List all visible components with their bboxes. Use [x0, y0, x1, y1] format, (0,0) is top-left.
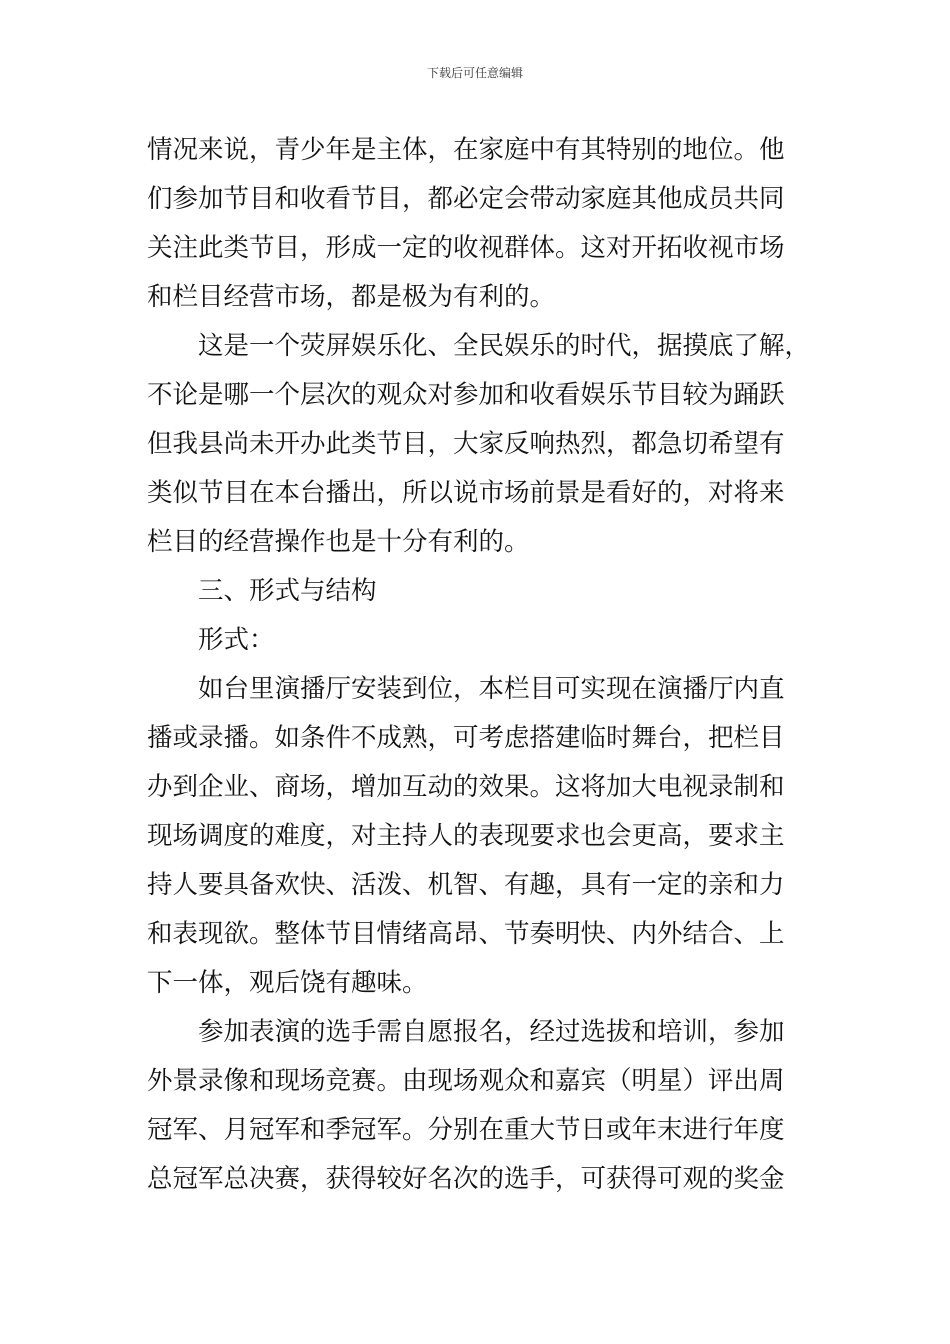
text-line: 和栏目经营市场，都是极为有利的。 — [147, 282, 556, 312]
text-line: 现场调度的难度，对主持人的表现要求也会更高，要求主 — [147, 821, 785, 851]
text-line: 关注此类节目，形成一定的收视群体。这对开拓收视市场 — [147, 233, 785, 263]
text-line: 冠军、月冠军和季冠军。分别在重大节日或年末进行年度 — [147, 1115, 785, 1145]
document-body — [147, 126, 812, 1204]
subsection-heading: 形式： — [198, 625, 275, 655]
text-line: 不论是哪一个层次的观众对参加和收看娱乐节目较为踊跃 — [147, 380, 785, 410]
text-line: 外景录像和现场竞赛。由现场观众和嘉宾（明星）评出周 — [147, 1066, 785, 1096]
page-header: 下载后可任意编辑 — [426, 66, 523, 80]
text-line: 情况来说，青少年是主体，在家庭中有其特别的地位。他 — [147, 135, 785, 165]
paragraph-first-line: 如台里演播厅安装到位，本栏目可实现在演播厅内直 — [198, 674, 785, 704]
text-line: 播或录播。如条件不成熟，可考虑搭建临时舞台，把栏目 — [147, 723, 785, 753]
paragraph-first-line: 参加表演的选手需自愿报名，经过选拔和培训，参加 — [198, 1017, 785, 1047]
text-line: 们参加节目和收看节目，都必定会带动家庭其他成员共同 — [147, 184, 785, 214]
section-heading: 三、形式与结构 — [198, 576, 377, 606]
text-line: 栏目的经营操作也是十分有利的。 — [147, 527, 530, 557]
text-line: 总冠军总决赛，获得较好名次的选手，可获得可观的奖金 — [147, 1164, 785, 1194]
text-line: 类似节目在本台播出，所以说市场前景是看好的，对将来 — [147, 478, 785, 508]
text-line: 办到企业、商场，增加互动的效果。这将加大电视录制和 — [147, 772, 785, 802]
text-line: 和表现欲。整体节目情绪高昂、节奏明快、内外结合、上 — [147, 919, 785, 949]
paragraph-first-line: 这是一个荧屏娱乐化、全民娱乐的时代，据摸底了解， — [198, 331, 811, 361]
text-line: 持人要具备欢快、活泼、机智、有趣，具有一定的亲和力 — [147, 870, 785, 900]
text-line: 但我县尚未开办此类节目，大家反响热烈，都急切希望有 — [147, 429, 785, 459]
text-line: 下一体，观后饶有趣味。 — [147, 968, 428, 998]
